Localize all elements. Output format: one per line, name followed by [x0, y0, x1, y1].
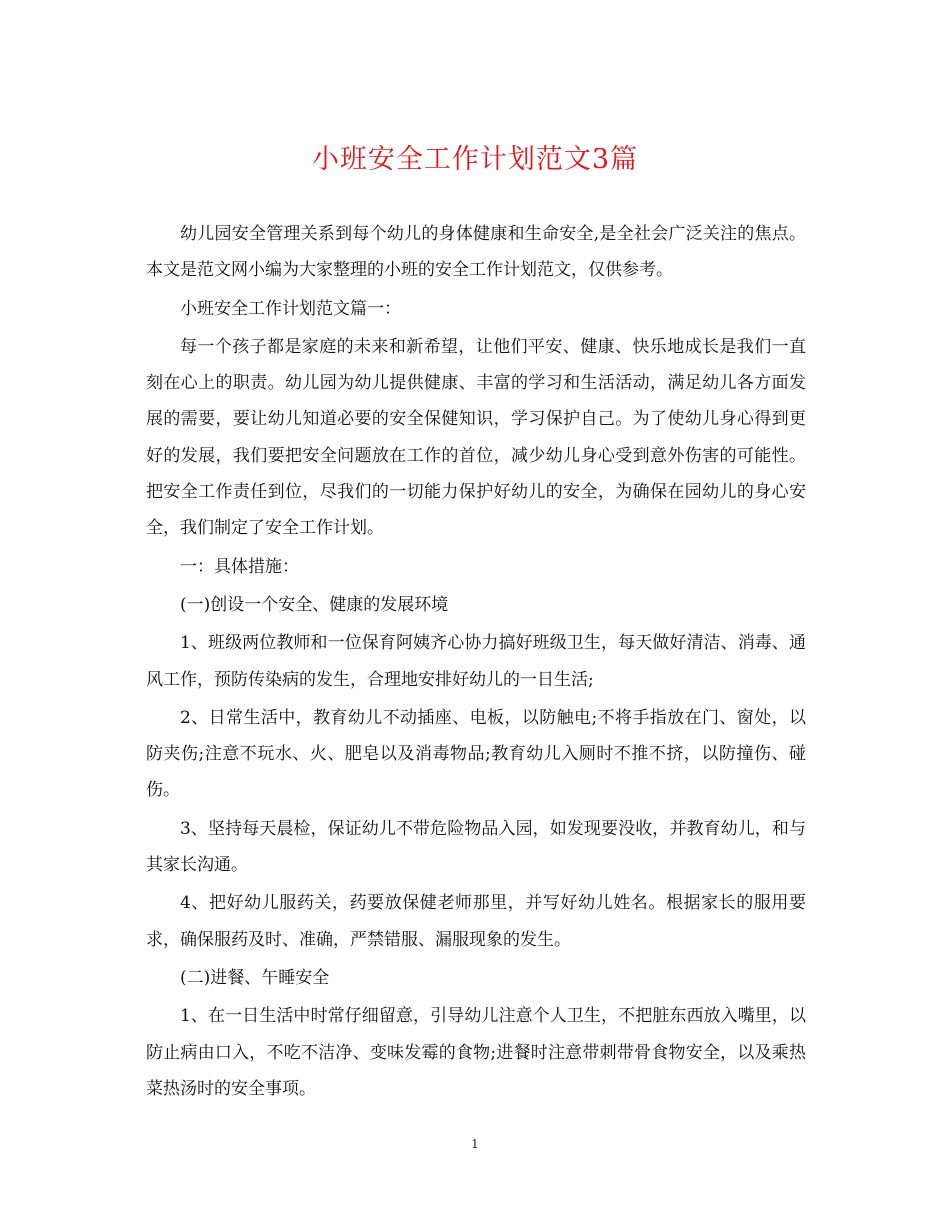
paragraph-subheading-environment: (一)创设一个安全、健康的发展环境	[180, 594, 449, 615]
paragraph-subheading-meals: (二)进餐、午睡安全	[180, 967, 330, 988]
paragraph-measures-heading: 一：具体措施：	[180, 556, 299, 577]
document-title: 小班安全工作计划范文3篇	[311, 144, 639, 175]
paragraph-item-1: 1、班级两位教师和一位保育阿姨齐心协力搞好班级卫生，每天做好清洁、消毒、通风工作，预防传染病的发生，合理地安排好幼儿的一日生活;	[146, 633, 806, 690]
paragraph-meals-item-1: 1、在一日生活中时常仔细留意，引导幼儿注意个人卫生，不把脏东西放入嘴里，以防止病由口入，不吃不洁净、变味发霉的食物;进餐时注意带刺带骨食物安全，以及乘热菜热汤时的安全事项。	[146, 1006, 806, 1099]
paragraph-intro: 幼儿园安全管理关系到每个幼儿的身体健康和生命安全,是全社会广泛关注的焦点。本文是范文网小编为大家整理的小班的安全工作计划范文，仅供参考。	[146, 224, 806, 281]
paragraph-item-2: 2、日常生活中，教育幼儿不动插座、电板，以防触电;不将手指放在门、窗处，以防夹伤;注意不玩水、火、肥皂以及消毒物品;教育幼儿入厕时不推不挤，以防撞伤、碰伤。	[146, 707, 806, 801]
paragraph-item-4: 4、把好幼儿服药关，药要放保健老师那里，并写好幼儿姓名。根据家长的服用要求，确保服药及时、准确，严禁错服、漏服现象的发生。	[146, 893, 806, 950]
paragraph-section-heading: 小班安全工作计划范文篇一：	[180, 298, 401, 319]
paragraph-item-3: 3、坚持每天晨检，保证幼儿不带危险物品入园，如发现要没收，并教育幼儿，和与其家长沟通。	[146, 818, 806, 876]
paragraph-main: 每一个孩子都是家庭的未来和新希望，让他们平安、健康、快乐地成长是我们一直刻在心上的职责。幼儿园为幼儿提供健康、丰富的学习和生活活动，满足幼儿各方面发展的需要，要让幼儿知道必要的安全保健知识，学习保护自己。为了使幼儿身心得到更好的发展，我们要把安全问题放在工作的首位，减少幼儿身心受到意外伤害的可能性。把安全工作责任到位，尽我们的一切能力保护好幼儿的安全，为确保在园幼儿的身心安全，我们制定了安全工作计划。	[146, 336, 806, 539]
document-body	[146, 216, 806, 1109]
page-number: 1	[471, 1137, 479, 1151]
